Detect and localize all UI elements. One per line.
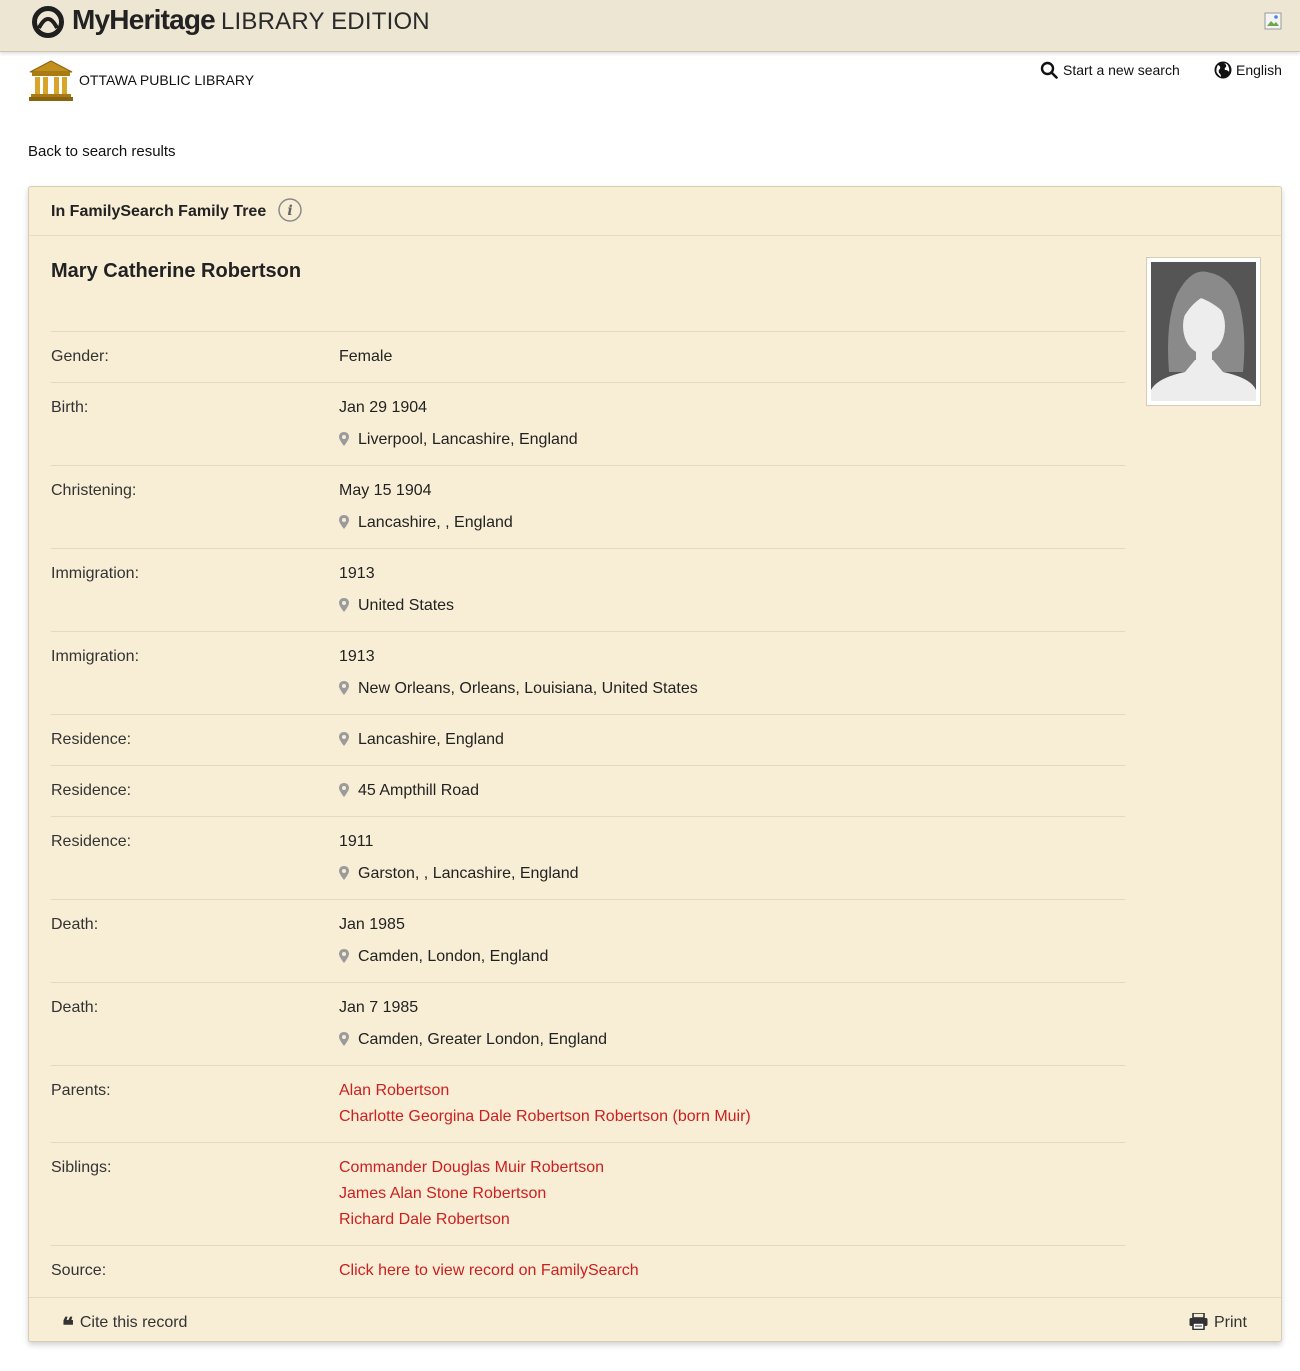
siblings-row [51,1142,1125,1245]
location-pin-icon [339,432,349,446]
new-search-link[interactable] [1040,61,1180,79]
event-place: New Orleans, Orleans, Louisiana, United States [358,680,698,697]
cite-label: Cite this record [79,1314,188,1331]
globe-icon [1214,61,1232,79]
parent-link[interactable]: Charlotte Georgina Dale Robertson Robertson (born Muir) [339,1108,751,1125]
quote-icon: ❝ [62,1313,74,1339]
print-button[interactable] [1189,1313,1247,1332]
brand-name[interactable]: MyHeritage [72,4,215,35]
info-icon[interactable] [278,198,302,222]
profile-photo-placeholder [1146,257,1261,406]
field-label: Christening: [51,482,137,499]
christening-row [51,465,1125,548]
location-pin-icon [339,598,349,612]
field-label: Parents: [51,1082,111,1099]
record-fields [51,331,1125,1296]
person-name: Mary Catherine Robertson [51,260,302,282]
gender-row [51,331,1125,382]
birth-row [51,382,1125,465]
language-label: English [1236,62,1282,78]
event-place: Camden, London, England [358,948,549,965]
event-place: United States [358,597,455,614]
back-to-results-link[interactable]: Back to search results [28,143,176,160]
parents-row [51,1065,1125,1142]
field-label: Residence: [51,833,132,850]
library-name: OTTAWA PUBLIC LIBRARY [79,72,255,88]
cite-record-button[interactable] [62,1313,187,1339]
location-pin-icon [339,515,349,529]
death-row [51,982,1125,1065]
field-value: Female [339,348,393,365]
event-date: Jan 7 1985 [339,999,419,1016]
residence-row [51,714,1125,765]
library-building-icon [28,59,74,101]
myheritage-logo-icon[interactable] [28,6,68,38]
sibling-link[interactable]: Richard Dale Robertson [339,1211,510,1228]
field-label: Death: [51,916,99,933]
event-date: May 15 1904 [339,482,432,499]
event-place: Lancashire, England [358,731,504,748]
event-place: Camden, Greater London, England [358,1031,608,1048]
field-label: Birth: [51,399,89,416]
location-pin-icon [339,732,349,746]
field-label: Immigration: [51,565,140,582]
card-footer [29,1297,1281,1343]
edition-label: LIBRARY EDITION [221,8,430,35]
field-label: Death: [51,999,99,1016]
field-label: Immigration: [51,648,140,665]
death-row [51,899,1125,982]
event-place: Garston, , Lancashire, England [358,865,579,882]
svg-text:i: i [287,203,293,219]
card-title: In FamilySearch Family Tree [51,203,267,220]
residence-row [51,765,1125,816]
field-label: Residence: [51,731,132,748]
event-place: Liverpool, Lancashire, England [358,431,578,448]
parent-link[interactable]: Alan Robertson [339,1082,450,1099]
sibling-link[interactable]: Commander Douglas Muir Robertson [339,1159,604,1176]
printer-icon [1189,1313,1208,1330]
field-label: Gender: [51,348,109,365]
sibling-link[interactable]: James Alan Stone Robertson [339,1185,547,1202]
event-place: Lancashire, , England [358,514,513,531]
residence-row [51,816,1125,899]
top-bar [0,0,1300,52]
event-date: Jan 1985 [339,916,405,933]
location-pin-icon [339,681,349,695]
language-selector[interactable] [1214,61,1282,79]
event-date: 1911 [339,833,374,850]
broken-image-icon [1264,12,1282,30]
search-icon [1040,61,1058,79]
record-card [28,186,1282,1342]
card-header [29,187,1281,236]
location-pin-icon [339,783,349,797]
new-search-label: Start a new search [1063,62,1180,78]
print-label: Print [1214,1314,1247,1331]
female-silhouette-icon [1151,262,1256,401]
source-row [51,1245,1125,1296]
event-date: 1913 [339,565,375,582]
location-pin-icon [339,949,349,963]
familysearch-source-link[interactable]: Click here to view record on FamilySearch [339,1262,639,1279]
location-pin-icon [339,1032,349,1046]
field-label: Residence: [51,782,132,799]
event-date: 1913 [339,648,375,665]
event-date: Jan 29 1904 [339,399,428,416]
location-pin-icon [339,866,349,880]
immigration-row [51,548,1125,631]
field-label: Source: [51,1262,107,1279]
field-label: Siblings: [51,1159,112,1176]
event-place: 45 Ampthill Road [358,782,479,799]
immigration-row [51,631,1125,714]
